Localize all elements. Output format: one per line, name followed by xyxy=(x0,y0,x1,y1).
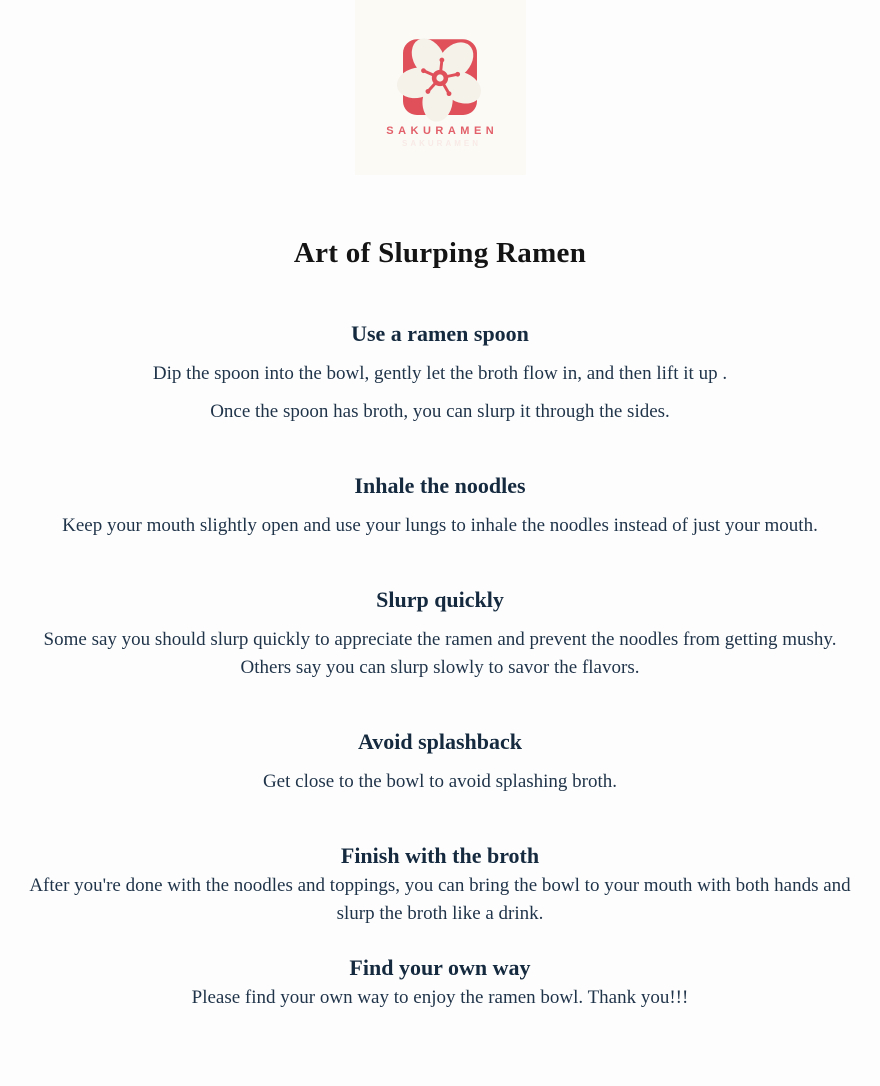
section-heading: Find your own way xyxy=(349,955,531,980)
section-paragraph: After you're done with the noodles and toppings, you can bring the bowl to your mouth with both hands and slurp the broth like a drink. xyxy=(29,875,851,924)
section-avoid-splashback xyxy=(0,728,880,796)
section-find-your-own-way xyxy=(0,954,880,1012)
section-heading: Inhale the noodles xyxy=(354,473,526,498)
section-paragraph: Get close to the bowl to avoid splashing broth. xyxy=(262,771,618,792)
section-paragraph: Once the spoon has broth, you can slurp it through the sides. xyxy=(210,401,670,422)
section-slurp-quickly xyxy=(0,586,880,682)
section-inhale-the-noodles xyxy=(0,472,880,540)
section-heading: Avoid splashback xyxy=(357,729,523,754)
section-use-a-ramen-spoon xyxy=(0,320,880,426)
section-heading: Slurp quickly xyxy=(376,587,504,612)
logo-box xyxy=(355,0,526,175)
sakura-logo-icon xyxy=(397,34,483,122)
section-heading: Use a ramen spoon xyxy=(351,321,529,346)
brand-text: SAKURAMEN xyxy=(386,125,499,137)
guide-content xyxy=(0,320,880,1012)
section-paragraph: Keep your mouth slightly open and use your lungs to inhale the noodles instead of just your mouth. xyxy=(62,515,818,536)
section-paragraph: Dip the spoon into the bowl, gently let the broth flow in, and then lift it up . xyxy=(152,363,728,384)
section-paragraph: Some say you should slurp quickly to appreciate the ramen and prevent the noodles from getting mushy. Others say you can slurp slowly to savor the flavors. xyxy=(43,629,837,678)
brand-watermark: SAKURAMEN xyxy=(402,139,481,148)
section-heading: Finish with the broth xyxy=(340,843,540,868)
section-finish-with-the-broth xyxy=(0,842,880,928)
section-paragraph: Please find your own way to enjoy the ramen bowl. Thank you!!! xyxy=(191,987,689,1008)
page-title: Art of Slurping Ramen xyxy=(293,237,587,269)
